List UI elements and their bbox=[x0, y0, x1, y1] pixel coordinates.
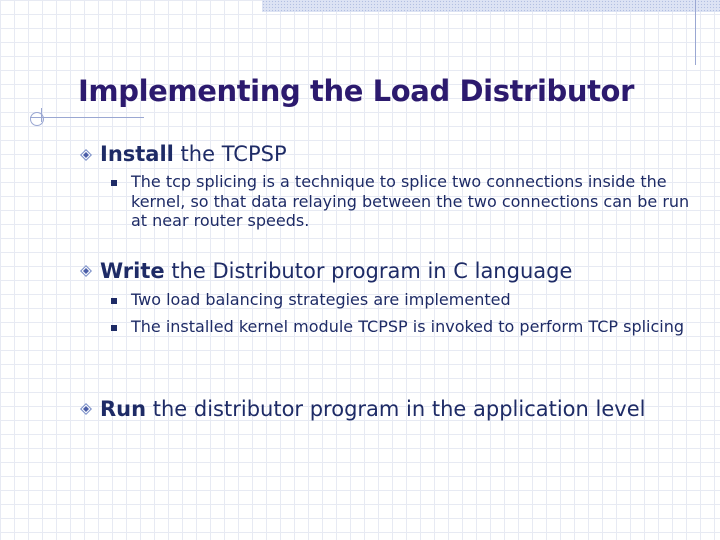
bullet-write bbox=[100, 259, 572, 283]
subbullet-text: The tcp splicing is a technique to splice two connections inside the kernel, so that data relaying between the two connections can be run at near router speeds. bbox=[131, 172, 690, 230]
bullet-run bbox=[100, 397, 645, 421]
square-bullet-icon bbox=[111, 298, 117, 304]
diamond-bullet-icon bbox=[80, 403, 92, 415]
bullet-keyword: Run bbox=[100, 397, 147, 421]
diamond-bullet-icon bbox=[80, 265, 92, 277]
slide-title: Implementing the Load Distributor bbox=[78, 74, 634, 108]
bullet-keyword: Write bbox=[100, 259, 165, 283]
bullet-text: the distributor program in the application level bbox=[146, 397, 646, 421]
bullet-keyword: Install bbox=[100, 142, 174, 166]
bullet-text: the TCPSP bbox=[173, 142, 287, 166]
subbullet-text: Two load balancing strategies are implemented bbox=[131, 290, 511, 309]
square-bullet-icon bbox=[111, 180, 117, 186]
decorative-circle bbox=[30, 112, 44, 126]
decorative-vertical-line bbox=[695, 0, 696, 65]
subbullet-text: The installed kernel module TCPSP is invoked to perform TCP splicing bbox=[131, 317, 685, 336]
square-bullet-icon bbox=[111, 325, 117, 331]
bullet-text: the Distributor program in C language bbox=[164, 259, 573, 283]
bullet-install bbox=[100, 142, 287, 166]
decorative-horizontal-line bbox=[30, 117, 144, 118]
header-decoration-band bbox=[262, 0, 720, 12]
diamond-bullet-icon bbox=[80, 149, 92, 161]
